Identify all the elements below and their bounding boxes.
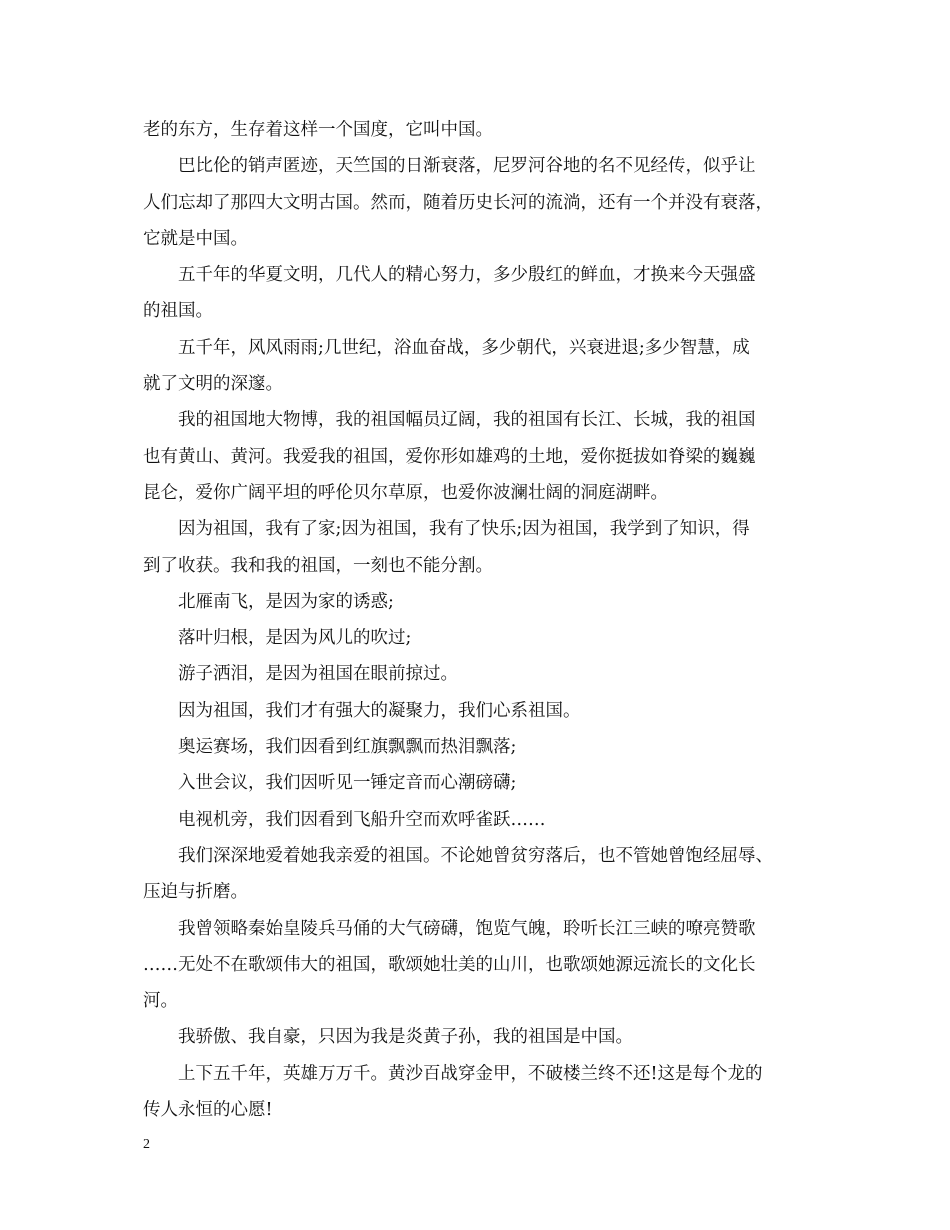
text-line: 到了收获。我和我的祖国，一刻也不能分割。	[143, 555, 493, 576]
text-line: 落叶归根，是因为风儿的吹过;	[178, 628, 412, 649]
text-line: 它就是中国。	[143, 228, 248, 249]
text-line: 北雁南飞，是因为家的诱惑;	[178, 591, 394, 612]
text-line: 传人永恒的心愿!	[143, 1100, 273, 1121]
text-line: 我的祖国地大物博，我的祖国幅员辽阔，我的祖国有长江、长城，我的祖国	[178, 410, 756, 431]
text-line: 五千年，风风雨雨;几世纪，浴血奋战，多少朝代，兴衰进退;多少智慧，成	[178, 337, 750, 358]
body-text	[143, 112, 823, 1128]
text-line: 我骄傲、我自豪，只因为我是炎黄子孙，我的祖国是中国。	[178, 1027, 633, 1048]
text-line: 游子洒泪，是因为祖国在眼前掠过。	[178, 664, 458, 685]
text-line: 老的东方，生存着这样一个国度，它叫中国。	[143, 120, 493, 140]
text-line: 我们深深地爱着她我亲爱的祖国。不论她曾贫穷落后，也不管她曾饱经屈辱、	[178, 845, 773, 866]
text-line: 奥运赛场，我们因看到红旗飘飘而热泪飘落;	[178, 737, 517, 758]
text-line: 人们忘却了那四大文明古国。然而，随着历史长河的流淌，还有一个并没有衰落，	[143, 192, 773, 213]
text-line: 因为祖国，我们才有强大的凝聚力，我们心系祖国。	[178, 700, 581, 721]
text-line: 电视机旁，我们因看到飞船升空而欢呼雀跃……	[178, 809, 546, 830]
text-line: 我曾领略秦始皇陵兵马俑的大气磅礴，饱览气魄，聆听长江三峡的嘹亮赞歌	[178, 918, 756, 939]
text-line: 压迫与折磨。	[143, 882, 248, 903]
text-line: 入世会议，我们因听见一锤定音而心潮磅礴;	[178, 773, 517, 794]
text-line: 上下五千年，英雄万万千。黄沙百战穿金甲，不破楼兰终不还!这是每个龙的	[178, 1063, 763, 1084]
text-line: 的祖国。	[143, 301, 213, 322]
text-line: 也有黄山、黄河。我爱我的祖国，爱你形如雄鸡的土地，爱你挺拔如脊梁的巍巍	[143, 446, 756, 467]
text-line: ……无处不在歌颂伟大的祖国，歌颂她壮美的山川，也歌颂她源远流长的文化长	[143, 954, 756, 975]
text-line: 就了文明的深邃。	[143, 374, 283, 395]
text-line: 五千年的华夏文明，几代人的精心努力，多少殷红的鲜血，才换来今天强盛	[178, 265, 756, 286]
text-line: 因为祖国，我有了家;因为祖国，我有了快乐;因为祖国，我学到了知识，得	[178, 519, 750, 540]
page-number: 2	[143, 1137, 150, 1152]
text-line: 河。	[143, 991, 178, 1012]
text-line: 巴比伦的销声匿迹，天竺国的日渐衰落，尼罗河谷地的名不见经传，似乎让	[178, 156, 756, 177]
text-line: 昆仑，爱你广阔平坦的呼伦贝尔草原，也爱你波澜壮阔的洞庭湖畔。	[143, 482, 668, 503]
